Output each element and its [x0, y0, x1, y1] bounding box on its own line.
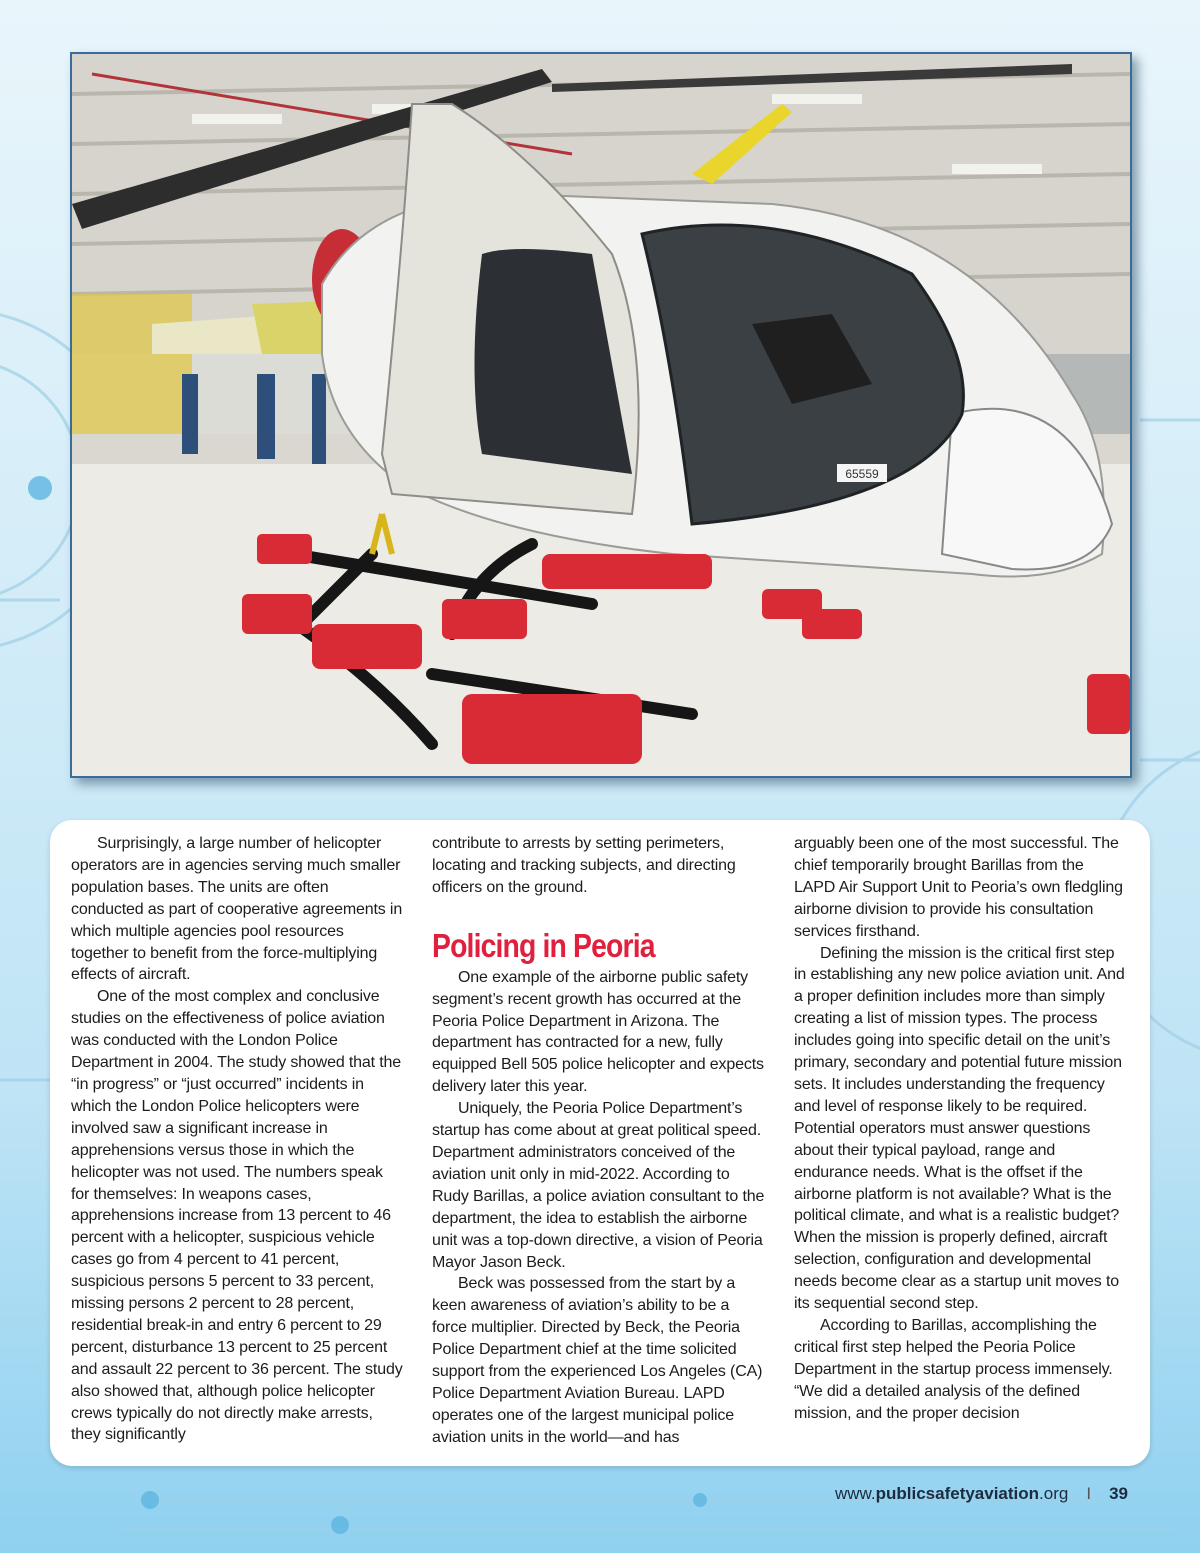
footer-url[interactable]: www.publicsafetyaviation.org	[834, 1484, 1069, 1503]
article-column-1	[71, 833, 405, 1446]
paragraph: Surprisingly, a large number of helicopter operators are in agencies serving much smaller population bases. The units are often conducted as part of cooperative agreements in which multiple agencies pool resources together to benefit from the force-multiplying effects of aircraft.	[71, 835, 403, 984]
helicopter-photo	[70, 52, 1132, 778]
paragraph: Defining the mission is the critical first step in establishing any new police aviation unit. And a proper definition includes more than simply creating a list of mission types. The process includes going into specific detail on the unit’s primary, secondary and potential future mission sets. It includes understanding the frequency and level of response likely to be required. Potential operators must answer questions about their typical payload, range and endurance needs. What is the offset if the airborne platform is not available? What is the political climate, and what is a realistic budget? When the mission is properly defined, aircraft selection, configuration and developmental needs become clear as a startup unit moves to its sequential second step.	[794, 944, 1125, 1313]
page-footer	[835, 1484, 1128, 1504]
paragraph-continued: arguably been one of the most successful. The chief temporarily brought Barillas from the LAPD Air Support Unit to Peoria’s own fledgling airborne division to provide his consultation services firsthand.	[794, 835, 1123, 940]
section-heading: Policing in Peoria	[432, 926, 655, 964]
paragraph: One of the most complex and conclusive studies on the effectiveness of police aviation was conducted with the London Police Department in 2004. The study showed that the “in progress” or “just occurred” incidents in which the London Police helicopters were involved saw a significant increase in apprehensions versus those in which the helicopter was not used. The numbers speak for themselves: In weapons cases, apprehensions increase from 13 percent to 46 percent with a helicopter, suspicious vehicle cases go from 4 percent to 41 percent, suspicious persons 5 percent to 33 percent, missing persons 2 percent to 28 percent, residential break-in and entry 6 percent to 29 percent, disturbance 13 percent to 25 percent and assault 22 percent to 36 percent. The study also showed that, although police helicopter crews typically do not directly make arrests, they significantly	[71, 988, 403, 1444]
article-column-2	[432, 833, 766, 1449]
tail-number: 65559	[845, 467, 879, 481]
paragraph: One example of the airborne public safety segment’s recent growth has occurred at the Peoria Police Department in Arizona. The department has contracted for a new, fully equipped Bell 505 police helicopter and expects delivery later this year.	[432, 968, 764, 1096]
paragraph: Beck was possessed from the start by a keen awareness of aviation’s ability to be a force multiplier. Directed by Beck, the Peoria Police Department chief at the time solicited support from the experienced Los Angeles (CA) Police Department Aviation Bureau. LAPD operates one of the largest municipal police aviation units in the world—and has	[432, 1275, 763, 1446]
page-number: 39	[1109, 1484, 1128, 1503]
paragraph: Uniquely, the Peoria Police Department’s startup has come about at great political speed. Department administrators conceived of the aviation unit only in mid-2022. According to Rudy Barillas, a police aviation consultant to the department, the idea to establish the airborne unit was a top-down directive, a vision of Peoria Mayor Jason Beck.	[432, 1100, 765, 1271]
paragraph-continued: contribute to arrests by setting perimeters, locating and tracking subjects, and directing officers on the ground.	[432, 835, 736, 896]
footer-separator: I	[1086, 1484, 1092, 1503]
paragraph: According to Barillas, accomplishing the critical first step helped the Peoria Police Department in the startup process immensely. “We did a detailed analysis of the defined mission, and the proper decision	[794, 1316, 1113, 1422]
article-column-3	[794, 833, 1128, 1424]
